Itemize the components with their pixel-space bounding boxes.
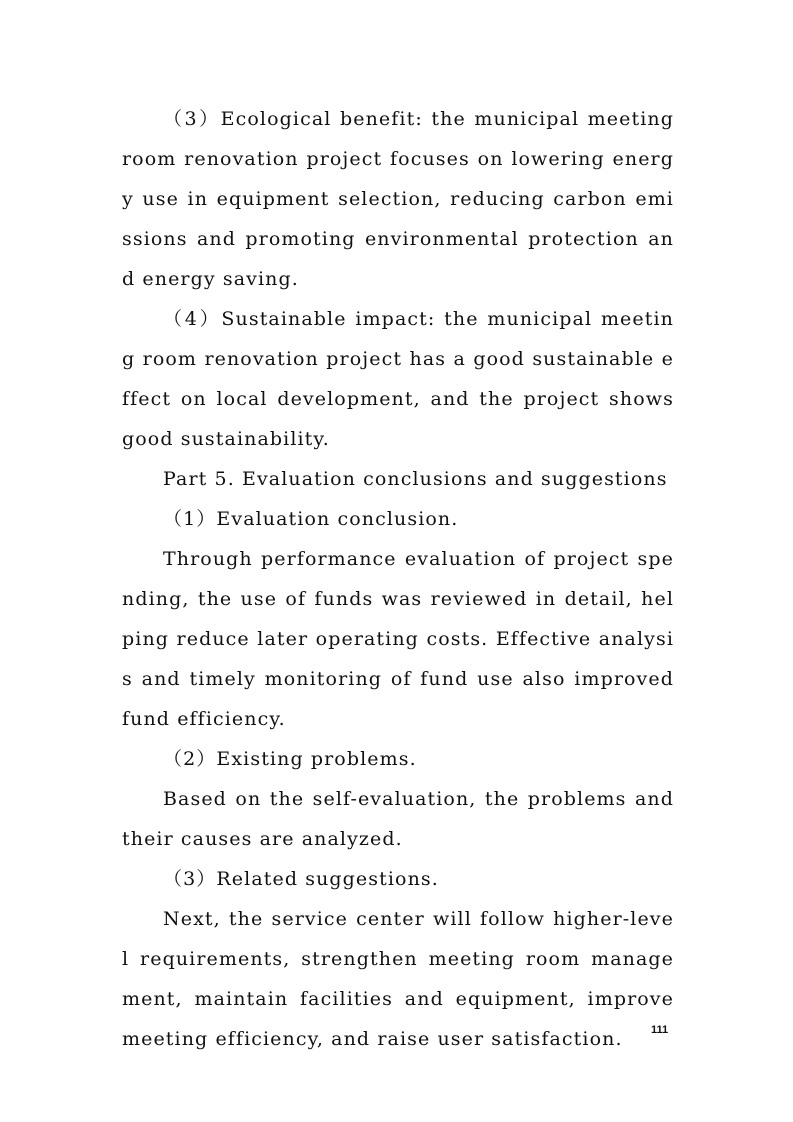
subheading-related-suggestions: （3）Related suggestions.	[163, 868, 439, 890]
document-body	[122, 99, 674, 1059]
paragraph-related-suggestions: Next, the service center will follow higher-level requirements, strengthen meeting room management, maintain facilities and equipment, improve meeting efficiency, and raise user satisfaction.	[122, 908, 674, 1050]
paragraph-ecological-benefit: （3）Ecological benefit: the municipal meeting room renovation project focuses on lowering energy use in equipment selection, reducing carbon emissions and promoting environmental protection and energy saving.	[122, 108, 674, 290]
paragraph-evaluation-conclusion: Through performance evaluation of project spending, the use of funds was reviewed in detail, helping reduce later operating costs. Effective analysis and timely monitoring of fund use also improved fund efficiency.	[122, 548, 674, 730]
paragraph-sustainable-impact: （4）Sustainable impact: the municipal meeting room renovation project has a good sustainable effect on local development, and the project shows good sustainability.	[122, 308, 674, 450]
section-heading-conclusions: Part 5. Evaluation conclusions and suggestions	[163, 468, 668, 490]
paragraph-existing-problems: Based on the self-evaluation, the problems and their causes are analyzed.	[122, 788, 674, 850]
subheading-evaluation-conclusion: （1）Evaluation conclusion.	[163, 508, 459, 530]
page-number: 111	[651, 1024, 669, 1036]
subheading-existing-problems: （2）Existing problems.	[163, 748, 417, 770]
